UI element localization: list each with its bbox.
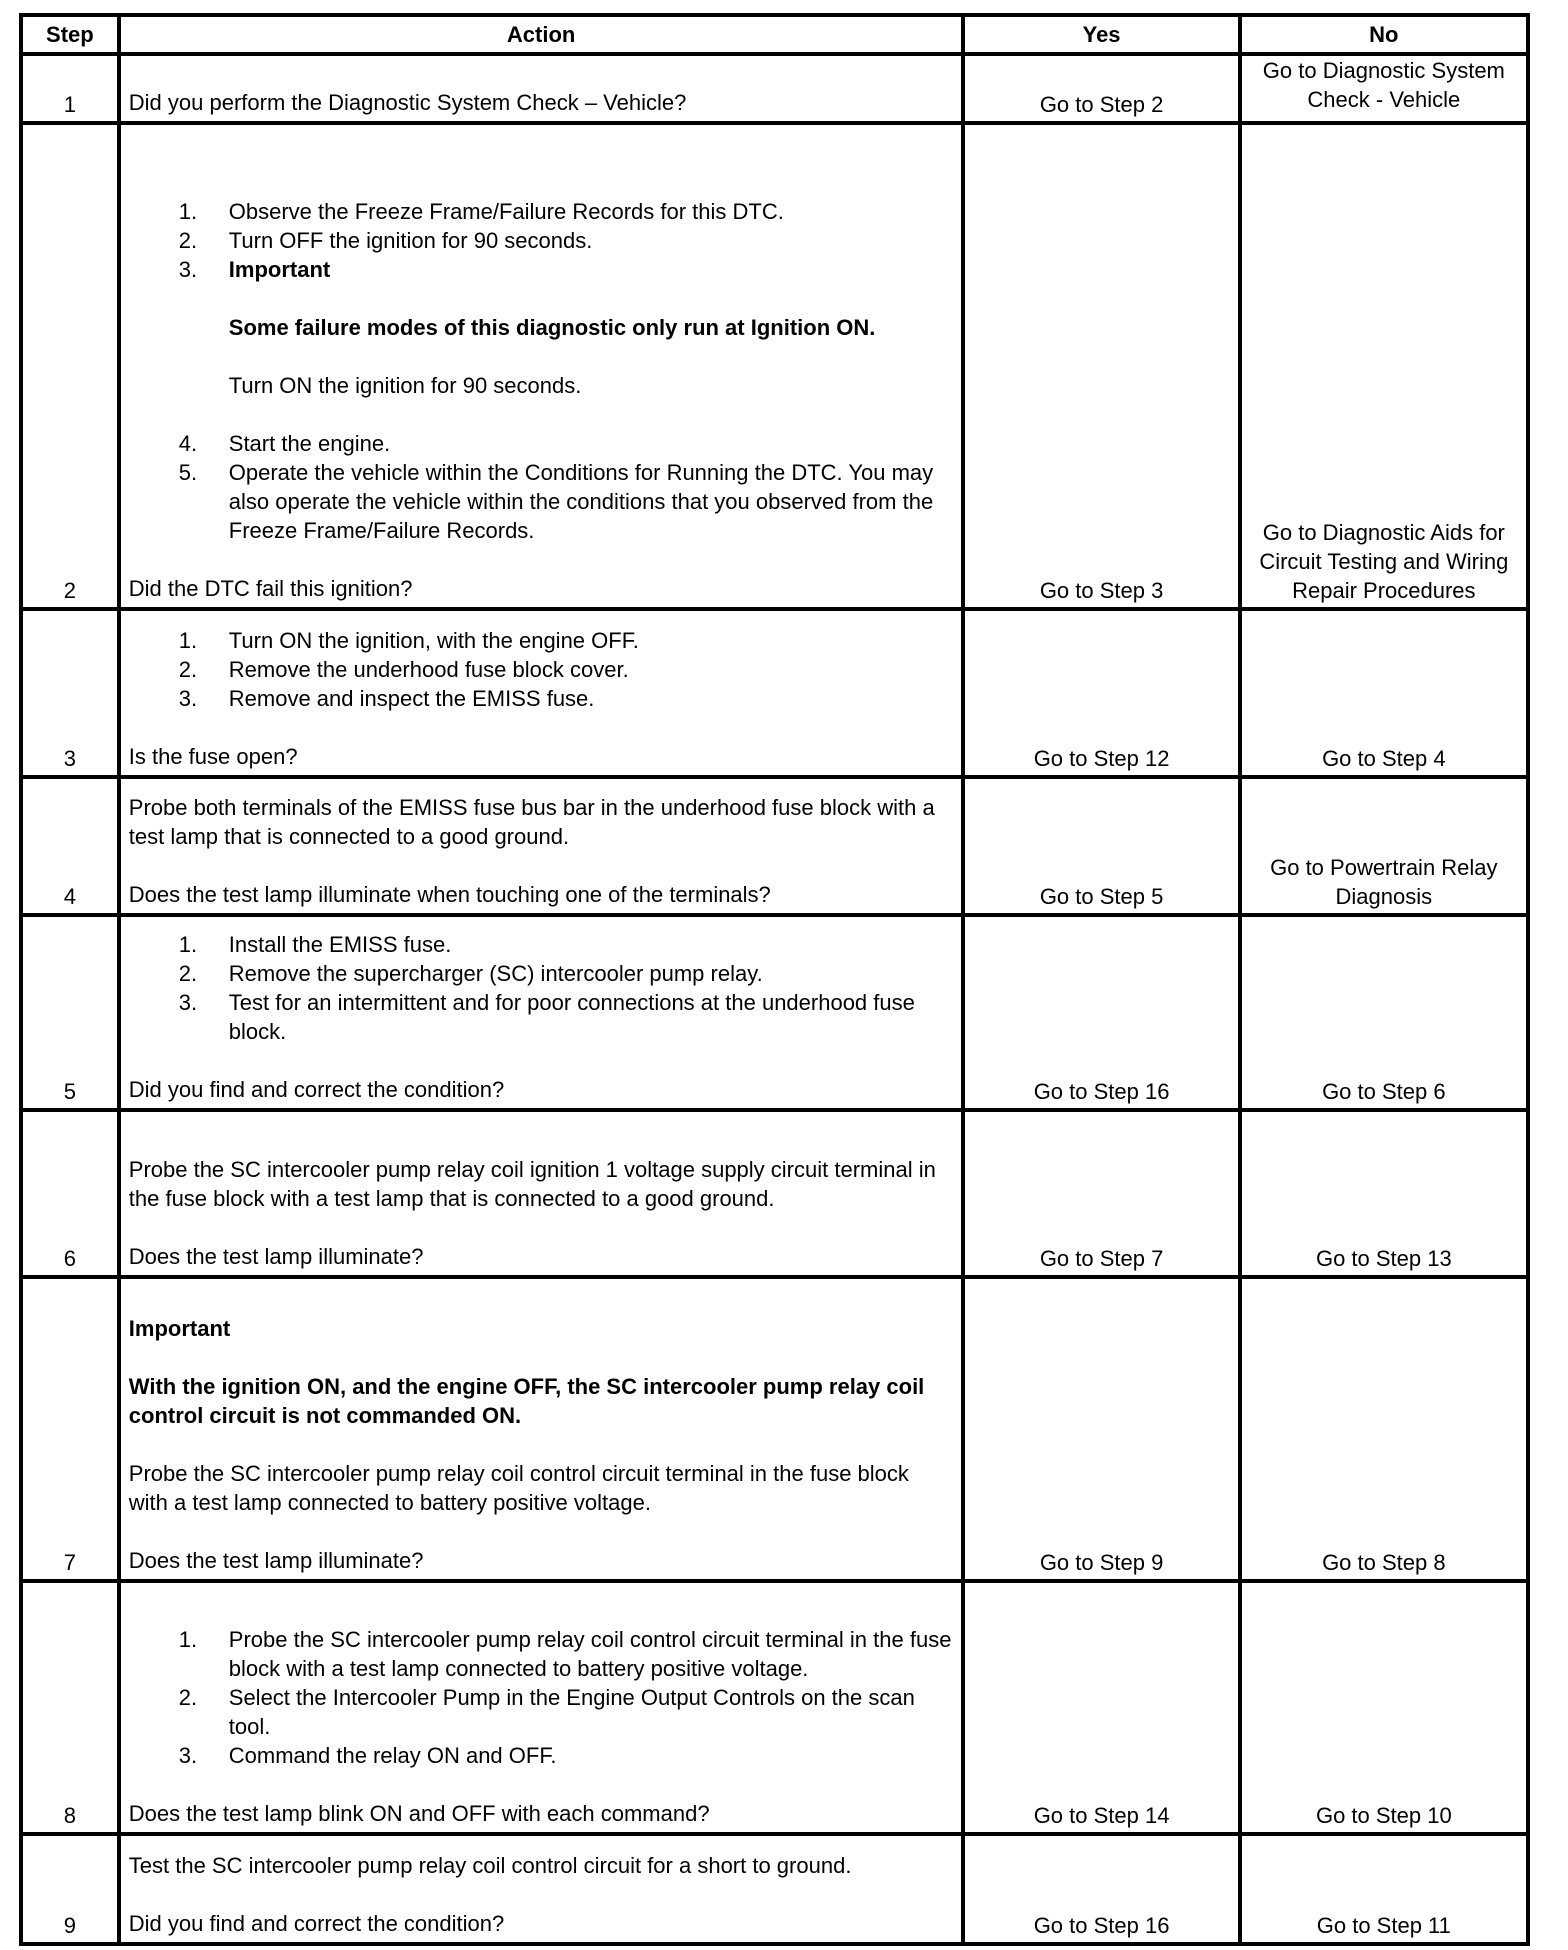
list-item: 5. Operate the vehicle within the Conditions for Running the DTC. You may also operate the vehicle within the conditions that you observed from the Freeze Frame/Failure Records. [178, 460, 934, 543]
table-row [21, 1277, 1528, 1581]
list-item: 3. Test for an intermittent and for poor connections at the underhood fuse block. [178, 990, 915, 1044]
action-cell [119, 609, 964, 777]
yes-cell: Go to Step 5 [963, 777, 1239, 915]
step-number: 5 [21, 915, 119, 1110]
action-steps [129, 429, 954, 545]
table-row [21, 1834, 1528, 1944]
list-item: 1. Observe the Freeze Frame/Failure Records for this DTC. [178, 199, 784, 224]
step-number: 2 [21, 123, 119, 609]
action-text: Probe the SC intercooler pump relay coil ignition 1 voltage supply circuit terminal in the fuse block with a test lamp that is connected to a good ground. [128, 1157, 936, 1211]
action-question: Did you perform the Diagnostic System Check – Vehicle? [128, 90, 687, 115]
list-item: 3. Command the relay ON and OFF. [178, 1743, 557, 1768]
header-row [21, 15, 1528, 54]
step-number: 1 [21, 54, 119, 123]
step-number: 9 [21, 1834, 119, 1944]
action-question: Did the DTC fail this ignition? [128, 576, 413, 601]
table-row [21, 123, 1528, 609]
list-item: 3. Important [178, 257, 331, 282]
important-note: With the ignition ON, and the engine OFF, the SC intercooler pump relay coil control circuit is not commanded ON. [128, 1374, 925, 1428]
yes-cell: Go to Step 14 [963, 1581, 1239, 1834]
table-row [21, 1110, 1528, 1277]
no-cell: Go to Diagnostic System Check - Vehicle [1240, 54, 1528, 123]
yes-cell: Go to Step 16 [963, 915, 1239, 1110]
table-row [21, 915, 1528, 1110]
action-steps [129, 930, 954, 1046]
diagnostic-table [19, 13, 1530, 1946]
no-cell: Go to Step 10 [1240, 1581, 1528, 1834]
action-question: Is the fuse open? [128, 744, 298, 769]
action-cell [119, 777, 964, 915]
no-cell: Go to Powertrain Relay Diagnosis [1240, 777, 1528, 915]
step-number: 4 [21, 777, 119, 915]
no-cell: Go to Step 11 [1240, 1834, 1528, 1944]
action-cell [119, 1581, 964, 1834]
list-item: 3. Remove and inspect the EMISS fuse. [178, 686, 595, 711]
step-number: 6 [21, 1110, 119, 1277]
step-number: 8 [21, 1581, 119, 1834]
table-row [21, 777, 1528, 915]
action-steps [129, 1625, 954, 1770]
step-number: 7 [21, 1277, 119, 1581]
action-cell [119, 915, 964, 1110]
no-cell: Go to Step 6 [1240, 915, 1528, 1110]
important-note: Some failure modes of this diagnostic only run at Ignition ON. [228, 315, 876, 340]
list-item: 2. Turn OFF the ignition for 90 seconds. [178, 228, 593, 253]
action-question: Does the test lamp illuminate? [128, 1548, 424, 1573]
list-item: 2. Select the Intercooler Pump in the Engine Output Controls on the scan tool. [178, 1685, 915, 1739]
yes-cell: Go to Step 7 [963, 1110, 1239, 1277]
action-text: Probe both terminals of the EMISS fuse bus bar in the underhood fuse block with a test lamp that is connected to a good ground. [128, 795, 935, 849]
yes-cell: Go to Step 2 [963, 54, 1239, 123]
action-question: Did you find and correct the condition? [128, 1077, 505, 1102]
no-cell: Go to Step 13 [1240, 1110, 1528, 1277]
action-text: Probe the SC intercooler pump relay coil control circuit terminal in the fuse block with a test lamp connected to battery positive voltage. [128, 1461, 909, 1515]
action-question: Does the test lamp blink ON and OFF with each command? [128, 1801, 710, 1826]
header-action: Action [119, 15, 964, 54]
action-steps [129, 197, 954, 284]
table-row [21, 609, 1528, 777]
yes-cell: Go to Step 16 [963, 1834, 1239, 1944]
action-cell [119, 1834, 964, 1944]
list-item: 1. Turn ON the ignition, with the engine OFF. [178, 628, 639, 653]
no-cell: Go to Step 8 [1240, 1277, 1528, 1581]
action-cell [119, 123, 964, 609]
list-item: 4. Start the engine. [178, 431, 391, 456]
action-question: Does the test lamp illuminate when touching one of the terminals? [128, 882, 771, 907]
header-no: No [1240, 15, 1528, 54]
step-number: 3 [21, 609, 119, 777]
important-label: Important [128, 1316, 231, 1341]
action-question: Does the test lamp illuminate? [128, 1244, 424, 1269]
action-text: Test the SC intercooler pump relay coil control circuit for a short to ground. [128, 1853, 852, 1878]
action-question: Did you find and correct the condition? [128, 1911, 505, 1936]
action-cell [119, 54, 964, 123]
header-yes: Yes [963, 15, 1239, 54]
list-item: 1. Probe the SC intercooler pump relay coil control circuit terminal in the fuse block with a test lamp connected to battery positive voltage. [178, 1627, 952, 1681]
yes-cell: Go to Step 9 [963, 1277, 1239, 1581]
list-item: 2. Remove the supercharger (SC) intercooler pump relay. [178, 961, 763, 986]
yes-cell: Go to Step 3 [963, 123, 1239, 609]
action-cell [119, 1110, 964, 1277]
table-row [21, 54, 1528, 123]
action-cell [119, 1277, 964, 1581]
action-steps [129, 626, 954, 713]
list-item: 2. Remove the underhood fuse block cover. [178, 657, 629, 682]
header-step: Step [21, 15, 119, 54]
list-item: 1. Install the EMISS fuse. [178, 932, 452, 957]
table-row [21, 1581, 1528, 1834]
no-cell: Go to Diagnostic Aids for Circuit Testing and Wiring Repair Procedures [1240, 123, 1528, 609]
no-cell: Go to Step 4 [1240, 609, 1528, 777]
yes-cell: Go to Step 12 [963, 609, 1239, 777]
note-followup: Turn ON the ignition for 90 seconds. [228, 373, 582, 398]
